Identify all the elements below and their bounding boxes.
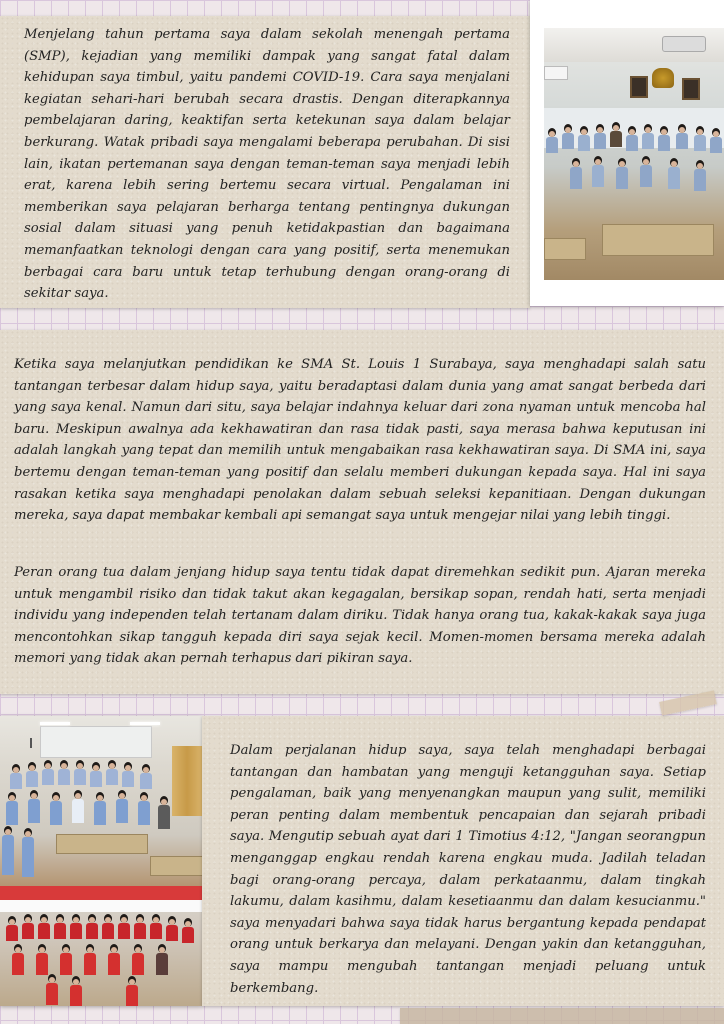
photo-class-collage bbox=[0, 716, 202, 1006]
paragraph-sma-transition: Ketika saya melanjutkan pendidikan ke SMA St. Louis 1 Surabaya, saya menghadapi salah satu tantangan terbesar dalam hidup saya, yaitu beradaptasi dalam dunia yang amat sangat berbeda dari yang saya kenal. Namun dari situ, saya belajar indahnya keluar dari zona nyaman untuk mencoba hal baru. Meskipun awalnya ada kekhawatiran dan rasa tidak pasti, saya merasa bahwa keputusan ini adalah langkah yang tepat dan memilih untuk mengabaikan rasa kekhawatiran saya. Di SMA ini, saya bertemu dengan teman-teman yang positif dan selalu memberi dukungan kepada saya. Hal ini saya rasakan ketika saya menghadapi penolakan dalam sebuah seleksi kepanitiaan. Dengan dukungan mereka, saya dapat membakar kembali api semangat saya untuk mengejar nilai yang lebih tinggi. bbox=[14, 357, 706, 524]
projector-icon bbox=[662, 36, 706, 52]
flag-white-stripe bbox=[0, 900, 202, 912]
paper-card-sma bbox=[0, 330, 724, 694]
paragraph-challenges: Dalam perjalanan hidup saya, saya telah menghadapi berbagai tantangan dan hambatan yang menguji ketangguhan saya. Setiap pengalaman, baik yang menyenangkan maupun yang sulit, memiliki peran penting dalam membentuk pencapaian dan sejarah pribadi saya. Mengutip sebuah ayat dari 1 Timotius 4:12, "Jangan seorangpun menganggap engkau rendah karena engkau muda. Jadilah teladan bagi orang-orang percaya, dalam perkataanmu, dalam tingkah lakumu, dalam kasihmu, dalam kesetiaanmu dan dalam kesucianmu." saya menyadari bahwa saya tidak harus bergantung kepada pendapat orang untuk berkarya dan melayani. Dengan yakin dan ketangguhan, saya mampu mengubah tantangan menjadi peluang untuk berkembang. bbox=[230, 743, 706, 996]
paragraph-smp-pandemic: Menjelang tahun pertama saya dalam sekolah menengah pertama (SMP), kejadian yang memiliki dampak yang sangat fatal dalam kehidupan saya timbul, yaitu pandemi COVID-19. Cara saya menjalani kegiatan sehari-hari berubah secara drastis. Dengan diterapkannya pembelajaran daring, keaktifan serta ketekunan saya dalam belajar berkurang. Watak pribadi saya mengalami beberapa perubahan. Di sisi lain, ikatan pertemanan saya dengan teman-teman saya menjadi lebih erat, karena lebih sering bertemu secara virtual. Pengalaman ini memberikan saya pelajaran berharga tentang pentingnya dukungan sosial dalam situasi yang penuh ketidakpastian dan bagaimana memanfaatkan teknologi dengan cara yang positif, serta menemukan berbagai cara baru untuk tetap terhubung dengan orang-orang di sekitar saya. bbox=[24, 27, 510, 302]
photo-classroom-group bbox=[530, 0, 724, 306]
crucifix-icon bbox=[30, 738, 32, 748]
paragraph-parents-role: Peran orang tua dalam jenjang hidup saya tentu tidak dapat diremehkan sedikit pun. Ajaran mereka untuk mengambil risiko dan tidak takut akan kegagalan, bersikap sopan, rendah hati, serta menjadi individu yang independen telah tertanam dalam diriku. Tidak hanya orang tua, kakak-kakak saya juga mencontohkan sikap tangguh kepada diri saya sejak kecil. Momen-momen bersama mereka adalah memori yang tidak akan pernah terhapus dari pikiran saya. bbox=[14, 565, 706, 667]
paper-card-smp bbox=[0, 16, 530, 308]
photo-group-red-shirts bbox=[0, 886, 202, 1006]
paper-card-challenges bbox=[202, 716, 724, 1006]
classroom-scene bbox=[544, 28, 724, 280]
photo-classroom-blue-uniforms bbox=[0, 716, 202, 886]
flag-red-stripe bbox=[0, 886, 202, 900]
tape-decoration bbox=[400, 1008, 724, 1024]
garuda-emblem-icon bbox=[652, 68, 674, 88]
